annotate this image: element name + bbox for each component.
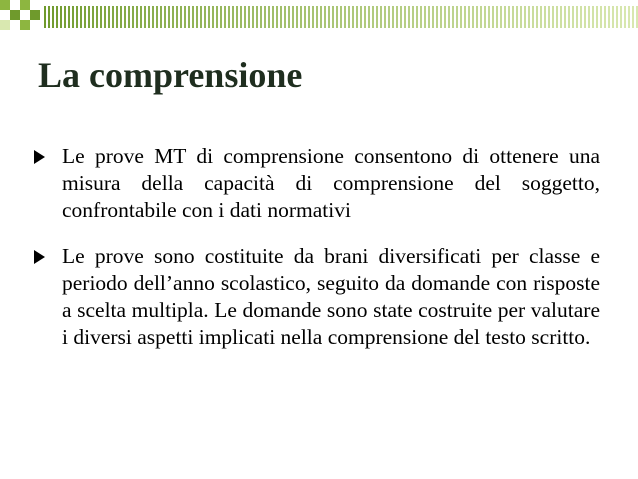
header-stripe: [84, 6, 86, 28]
header-stripe: [212, 6, 214, 28]
header-stripe: [156, 6, 158, 28]
header-stripe: [52, 6, 54, 28]
header-stripe: [480, 6, 482, 28]
header-stripe: [60, 6, 62, 28]
header-stripe: [268, 6, 270, 28]
header-stripe: [456, 6, 458, 28]
header-stripe: [208, 6, 210, 28]
header-stripe: [512, 6, 514, 28]
header-stripe: [348, 6, 350, 28]
header-stripe: [504, 6, 506, 28]
corner-square: [20, 20, 30, 30]
header-stripe: [520, 6, 522, 28]
header-stripe: [380, 6, 382, 28]
header-stripe: [388, 6, 390, 28]
header-stripe: [164, 6, 166, 28]
header-stripe: [100, 6, 102, 28]
header-stripe: [548, 6, 550, 28]
header-stripe: [448, 6, 450, 28]
header-stripe: [44, 6, 46, 28]
header-stripe: [316, 6, 318, 28]
header-stripe: [384, 6, 386, 28]
header-stripe: [116, 6, 118, 28]
header-stripe: [360, 6, 362, 28]
header-stripe: [328, 6, 330, 28]
header-stripe: [540, 6, 542, 28]
header-stripe: [256, 6, 258, 28]
header-stripe: [160, 6, 162, 28]
header-stripe: [472, 6, 474, 28]
header-stripe: [516, 6, 518, 28]
header-stripe: [96, 6, 98, 28]
header-stripe: [368, 6, 370, 28]
header-stripe: [580, 6, 582, 28]
header-stripe: [304, 6, 306, 28]
header-stripe: [460, 6, 462, 28]
header-stripe: [440, 6, 442, 28]
header-stripe: [228, 6, 230, 28]
header-stripe: [92, 6, 94, 28]
header-stripe: [260, 6, 262, 28]
header-stripe: [424, 6, 426, 28]
header-stripe: [184, 6, 186, 28]
header-stripe: [396, 6, 398, 28]
header-stripe: [128, 6, 130, 28]
header-stripe: [632, 6, 634, 28]
header-stripe: [272, 6, 274, 28]
header-stripe: [496, 6, 498, 28]
header-stripe: [136, 6, 138, 28]
header-stripe: [364, 6, 366, 28]
header-stripe: [432, 6, 434, 28]
header-stripe: [612, 6, 614, 28]
header-stripe: [192, 6, 194, 28]
header-stripe: [500, 6, 502, 28]
header-stripe: [288, 6, 290, 28]
header-stripe: [76, 6, 78, 28]
header-stripe: [276, 6, 278, 28]
header-stripe: [556, 6, 558, 28]
bullet-list: [30, 143, 600, 370]
header-stripe: [64, 6, 66, 28]
header-stripe: [604, 6, 606, 28]
corner-square: [10, 10, 20, 20]
header-stripe: [528, 6, 530, 28]
header-stripe: [80, 6, 82, 28]
header-stripe: [588, 6, 590, 28]
triangle-bullet-icon: [34, 150, 45, 164]
triangle-bullet-icon: [34, 250, 45, 264]
header-stripe: [220, 6, 222, 28]
header-stripe: [320, 6, 322, 28]
header-stripe: [408, 6, 410, 28]
header-stripe: [204, 6, 206, 28]
header-stripe: [620, 6, 622, 28]
header-stripe: [264, 6, 266, 28]
header-stripe: [244, 6, 246, 28]
header-stripe: [148, 6, 150, 28]
header-stripe: [216, 6, 218, 28]
header-stripe: [568, 6, 570, 28]
header-stripe: [312, 6, 314, 28]
header-stripe: [624, 6, 626, 28]
header-stripe: [492, 6, 494, 28]
header-stripe: [240, 6, 242, 28]
header-stripe: [508, 6, 510, 28]
header-stripe: [628, 6, 630, 28]
header-stripe: [108, 6, 110, 28]
header-stripe: [188, 6, 190, 28]
header-stripe: [596, 6, 598, 28]
header-stripe: [468, 6, 470, 28]
header-stripe: [592, 6, 594, 28]
header-stripe: [464, 6, 466, 28]
header-stripe: [48, 6, 50, 28]
header-stripe: [536, 6, 538, 28]
header-stripe: [300, 6, 302, 28]
header-stripe: [236, 6, 238, 28]
header-stripe: [420, 6, 422, 28]
header-stripe: [88, 6, 90, 28]
header-stripe: [132, 6, 134, 28]
header-stripe: [252, 6, 254, 28]
header-stripe: [284, 6, 286, 28]
corner-square: [0, 20, 10, 30]
header-stripe: [560, 6, 562, 28]
header-stripe: [436, 6, 438, 28]
header-stripe: [124, 6, 126, 28]
header-stripe: [544, 6, 546, 28]
header-stripe: [532, 6, 534, 28]
header-stripe: [392, 6, 394, 28]
header-stripe: [280, 6, 282, 28]
header-stripe: [104, 6, 106, 28]
header-stripe: [112, 6, 114, 28]
header-stripe: [120, 6, 122, 28]
header-stripe: [584, 6, 586, 28]
header-stripe: [344, 6, 346, 28]
header-stripe: [356, 6, 358, 28]
header-stripe: [572, 6, 574, 28]
striped-bar-graphic: [0, 0, 638, 38]
bullet-text: Le prove MT di comprensione consentono di ottenere una misura della capacità di comprensione del soggetto, confrontabile con i dati normativi: [62, 144, 600, 222]
header-stripe: [616, 6, 618, 28]
bullet-item: [30, 143, 600, 224]
bullet-item: [30, 243, 600, 351]
header-stripe: [404, 6, 406, 28]
header-stripe: [68, 6, 70, 28]
header-stripe: [352, 6, 354, 28]
header-stripe: [152, 6, 154, 28]
header-stripe: [144, 6, 146, 28]
header-stripe: [196, 6, 198, 28]
header-stripe: [336, 6, 338, 28]
slide-title: La comprensione: [38, 55, 303, 95]
header-stripe: [340, 6, 342, 28]
header-stripe: [600, 6, 602, 28]
header-stripe: [416, 6, 418, 28]
header-stripe: [292, 6, 294, 28]
header-stripe: [140, 6, 142, 28]
header-stripe: [552, 6, 554, 28]
header-stripe: [524, 6, 526, 28]
header-stripe: [248, 6, 250, 28]
header-stripe: [224, 6, 226, 28]
header-stripe: [172, 6, 174, 28]
decorative-header-strip: [0, 0, 638, 38]
header-stripe: [296, 6, 298, 28]
corner-square: [20, 0, 30, 10]
header-stripe: [176, 6, 178, 28]
header-stripe: [488, 6, 490, 28]
header-stripe: [428, 6, 430, 28]
header-stripe: [400, 6, 402, 28]
header-stripe: [324, 6, 326, 28]
header-stripe: [576, 6, 578, 28]
header-stripe: [372, 6, 374, 28]
corner-square: [30, 10, 40, 20]
bullet-text: Le prove sono costituite da brani diversificati per classe e periodo dell’anno scolastico, seguito da domande con risposte a scelta multipla. Le domande sono state costruite per valutare i diversi aspetti implicati nella comprensione del testo scritto.: [62, 244, 600, 349]
header-stripe: [608, 6, 610, 28]
header-stripe: [452, 6, 454, 28]
header-stripe: [476, 6, 478, 28]
header-stripe: [168, 6, 170, 28]
header-stripe: [72, 6, 74, 28]
header-stripe: [308, 6, 310, 28]
header-stripe: [412, 6, 414, 28]
header-stripe: [56, 6, 58, 28]
header-stripe: [564, 6, 566, 28]
header-stripe: [376, 6, 378, 28]
header-stripe: [232, 6, 234, 28]
header-stripe: [332, 6, 334, 28]
header-stripe: [180, 6, 182, 28]
corner-square: [0, 0, 10, 10]
header-stripe: [444, 6, 446, 28]
header-stripe: [484, 6, 486, 28]
header-stripe: [200, 6, 202, 28]
